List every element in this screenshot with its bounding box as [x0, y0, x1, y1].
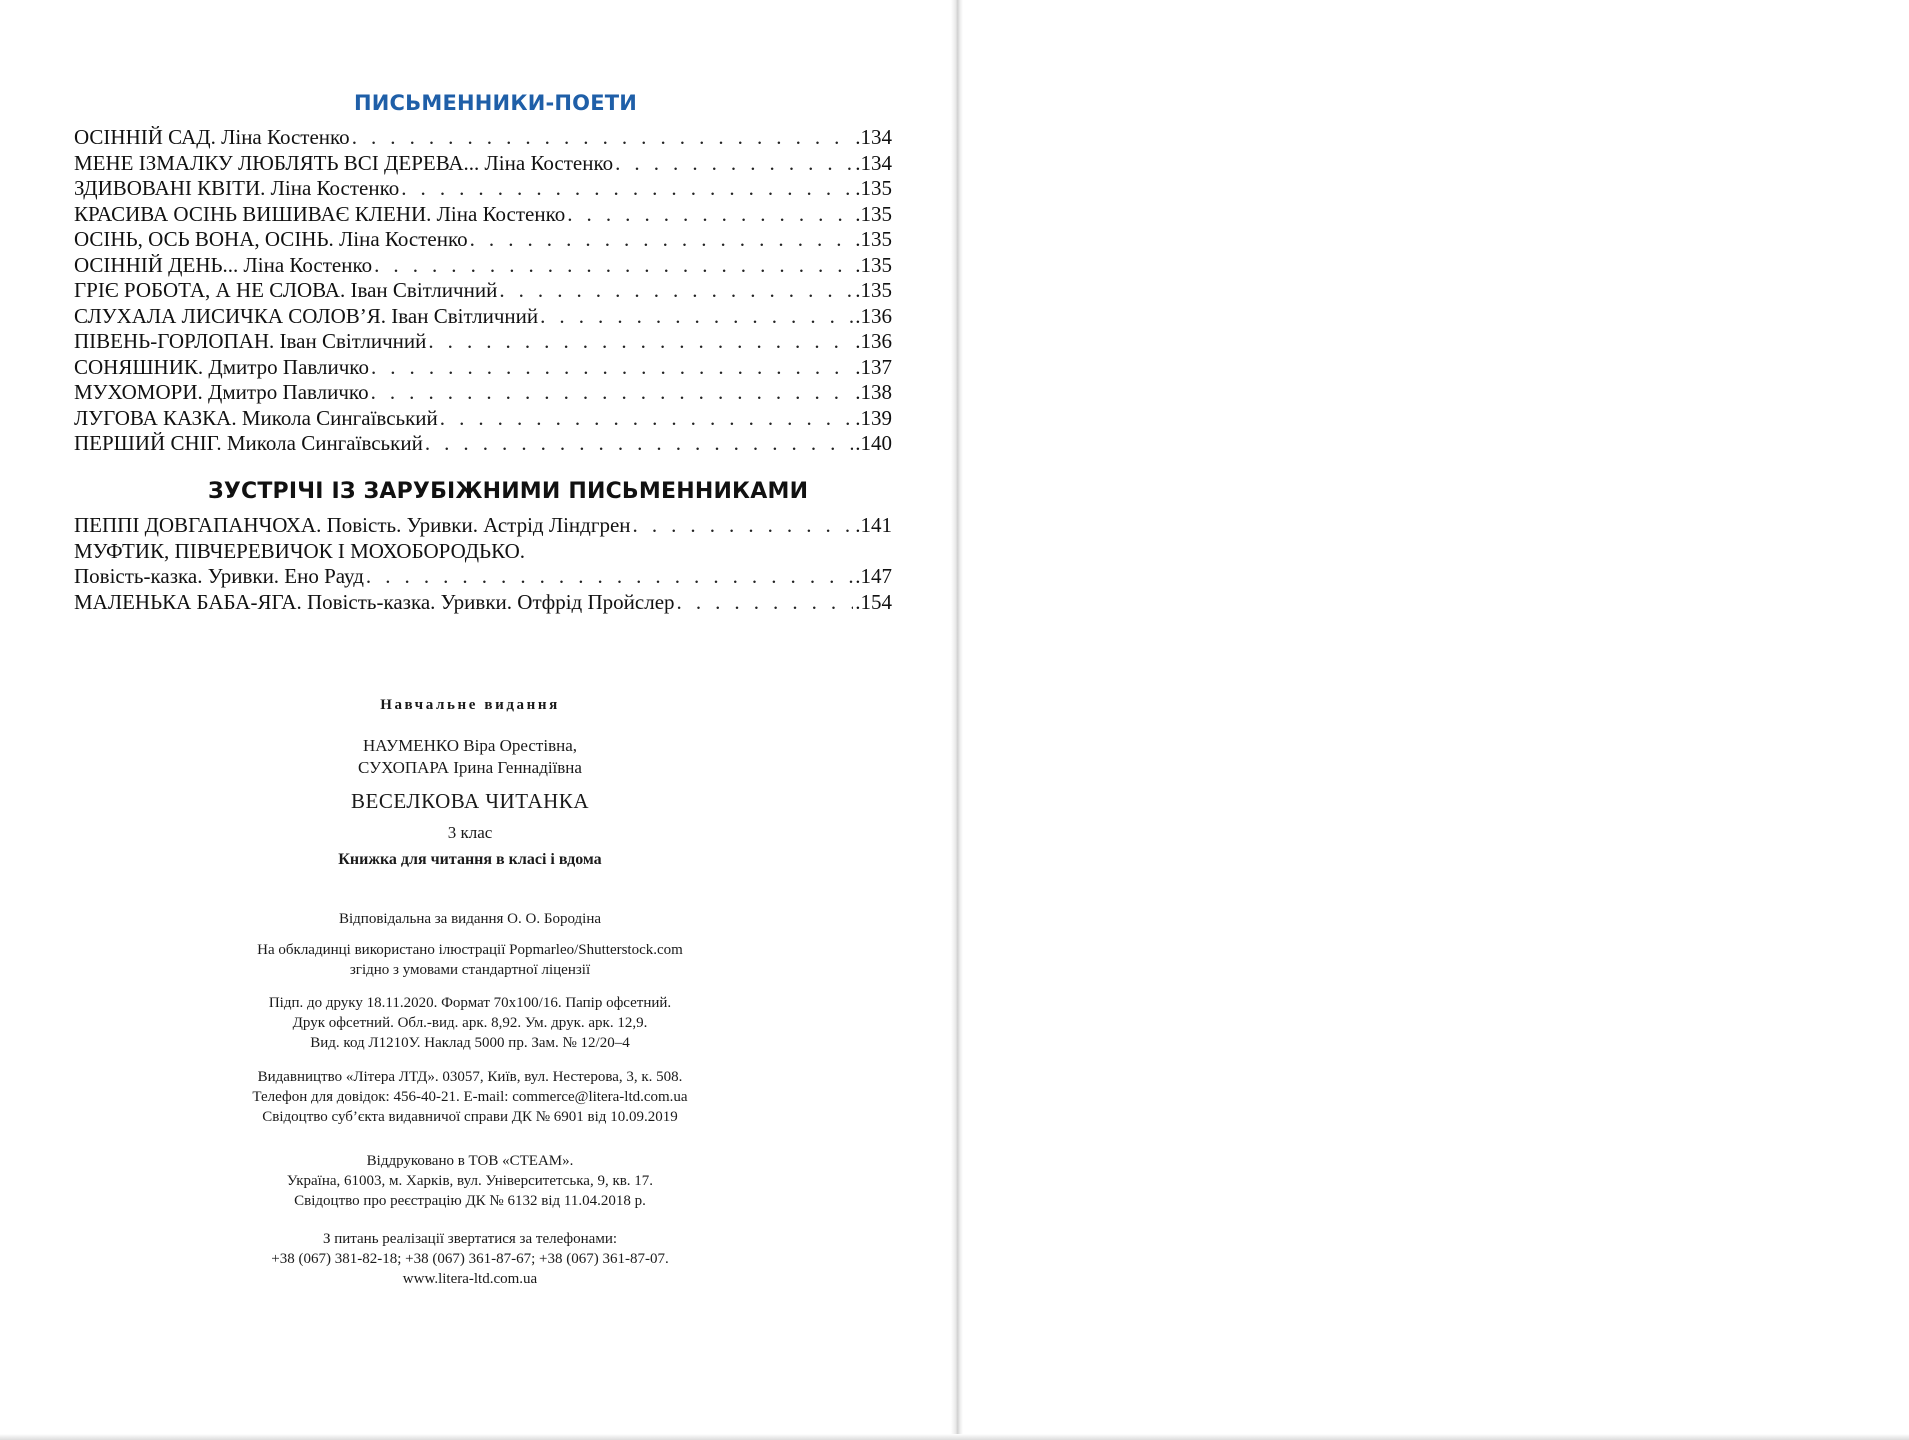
toc-entry	[74, 513, 892, 539]
toc-entry-title: МЕНЕ ІЗМАЛКУ ЛЮБЛЯТЬ ВСІ ДЕРЕВА... Ліна Костенко	[74, 150, 614, 175]
toc-leader-dots	[352, 125, 854, 151]
page-bottom-edge	[0, 1434, 1909, 1440]
toc-leader-dots	[540, 304, 853, 330]
imprint-book-title	[190, 789, 750, 814]
toc-entry	[74, 227, 892, 253]
print-detail-line: Підп. до друку 18.11.2020. Формат 70х100/16. Папір офсетний.	[268, 995, 672, 1011]
imprint-subtitle	[190, 851, 750, 869]
imprint-printing-house	[190, 1151, 750, 1211]
responsible-editor: Відповідальна за видання О. О. Бородіна	[338, 911, 602, 927]
toc-entry-page: .135	[855, 252, 892, 277]
section-heading-writers-poets: ПИСЬМЕННИКИ-ПОЕТИ	[354, 91, 638, 115]
toc-entry	[74, 406, 892, 432]
publisher-line: Свідоцтво суб’єкта видавничої справи ДК № 6901 від 10.09.2019	[262, 1109, 678, 1125]
toc-leader-dots	[374, 253, 853, 279]
toc-entry-page: .134	[855, 150, 892, 175]
toc-leader-dots	[633, 513, 854, 539]
toc-leader-dots	[440, 406, 853, 432]
sales-contact-line: З питань реалізації звертатися за телефонами:	[322, 1231, 618, 1247]
toc-leader-dots	[567, 202, 853, 228]
printing-house-line: Свідоцтво про реєстрацію ДК № 6132 від 11.04.2018 р.	[294, 1193, 646, 1209]
toc-entry-title: МАЛЕНЬКА БАБА-ЯГА. Повість-казка. Уривки. Отфрід Пройслер	[74, 589, 675, 614]
grade: 3 клас	[447, 823, 493, 842]
toc-leader-dots	[401, 176, 853, 202]
toc-entry-page: .136	[855, 303, 892, 328]
section-heading-foreign-writers: ЗУСТРІЧІ ІЗ ЗАРУБІЖНИМИ ПИСЬМЕННИКАМИ	[208, 479, 809, 504]
sales-contact-line: +38 (067) 381-82-18; +38 (067) 361-87-67; +38 (067) 361-87-07.	[271, 1251, 669, 1267]
toc-entry-page: .141	[855, 513, 892, 537]
toc-entry	[74, 431, 892, 457]
toc-entry-title: СОНЯШНИК. Дмитро Павличко	[74, 354, 369, 379]
toc-foreign-writers	[74, 513, 892, 615]
imprint-sales-contacts	[190, 1229, 750, 1289]
toc-leader-dots	[428, 329, 853, 355]
cover-credit-line: На обкладинці використано ілюстрації Popmarleo/Shutterstock.com	[257, 942, 683, 958]
toc-entry-page: .154	[855, 589, 892, 614]
toc-entry-page: .138	[855, 380, 892, 404]
toc-entry	[74, 355, 892, 381]
toc-entry-title: ОСІННІЙ ДЕНЬ... Ліна Костенко	[74, 252, 373, 277]
toc-entry-title: ПЕППІ ДОВГАПАНЧОХА. Повість. Уривки. Астрід Ліндгрен	[74, 513, 631, 537]
toc-leader-dots	[615, 151, 853, 177]
print-detail-line: Вид. код Л1210У. Наклад 5000 пр. Зам. № 12/20–4	[310, 1035, 630, 1051]
toc-entry	[74, 329, 892, 355]
toc-entry	[74, 380, 892, 406]
toc-entry	[74, 176, 892, 202]
printing-house-line: Україна, 61003, м. Харків, вул. Університетська, 9, кв. 17.	[286, 1173, 654, 1189]
toc-entry-title: МУФТИК, ПІВЧЕРЕВИЧОК І МОХОБОРОДЬКО.	[74, 538, 526, 563]
imprint-responsible	[190, 909, 750, 929]
toc-entry	[74, 202, 892, 228]
toc-entry-page: .136	[855, 329, 892, 353]
toc-entry-title: ЛУГОВА КАЗКА. Микола Сингаївський	[74, 405, 438, 430]
imprint-cover-credits	[190, 940, 750, 980]
toc-entry-page: .135	[855, 201, 892, 226]
toc-entry	[74, 590, 892, 616]
publisher-line: Телефон для довідок: 456-40-21. E-mail: commerce@litera-ltd.com.ua	[252, 1089, 688, 1105]
toc-entry	[74, 539, 892, 565]
cover-credit-line: згідно з умовами стандартної ліцензії	[349, 962, 591, 978]
imprint-edition-type	[190, 697, 750, 714]
toc-entry	[74, 151, 892, 177]
toc-entry	[74, 278, 892, 304]
toc-entry-page: .137	[855, 354, 892, 379]
toc-entry-title: МУХОМОРИ. Дмитро Павличко	[74, 380, 369, 404]
toc-entry-title: ОСІННІЙ САД. Ліна Костенко	[74, 125, 350, 149]
book-gutter	[951, 0, 963, 1440]
toc-entry-page: .140	[855, 431, 892, 455]
toc-leader-dots	[499, 278, 853, 304]
author-name: СУХОПАРА Ірина Геннадіївна	[358, 758, 582, 777]
toc-entry-page: .147	[855, 564, 892, 588]
toc-entry	[74, 253, 892, 279]
imprint-print-details	[190, 993, 750, 1053]
toc-entry-title: ЗДИВОВАНІ КВІТИ. Ліна Костенко	[74, 176, 400, 200]
toc-entry-page: .135	[855, 176, 892, 200]
toc-entry-title: ПЕРШИЙ СНІГ. Микола Сингаївський	[74, 431, 423, 455]
toc-leader-dots	[425, 431, 853, 457]
imprint-authors	[190, 735, 750, 779]
toc-leader-dots	[470, 227, 854, 253]
toc-entry-title: СЛУХАЛА ЛИСИЧКА СОЛОВ’Я. Іван Світличний	[74, 303, 539, 328]
toc-entry-page: .134	[855, 125, 892, 149]
toc-leader-dots	[677, 590, 854, 616]
publisher-line: Видавництво «Літера ЛТД». 03057, Київ, вул. Нестерова, 3, к. 508.	[257, 1069, 683, 1085]
toc-entry-page: .135	[855, 278, 892, 302]
toc-entry-title: ОСІНЬ, ОСЬ ВОНА, ОСІНЬ. Ліна Костенко	[74, 227, 468, 251]
toc-entry-page: .135	[855, 227, 892, 251]
toc-writers-poets	[74, 125, 892, 457]
toc-leader-dots	[366, 564, 853, 590]
imprint-grade	[190, 823, 750, 843]
right-page-blank	[963, 0, 1909, 1440]
toc-entry-title: КРАСИВА ОСІНЬ ВИШИВАЄ КЛЕНИ. Ліна Костенко	[74, 201, 566, 226]
toc-entry	[74, 125, 892, 151]
left-page	[0, 0, 951, 1440]
toc-entry	[74, 564, 892, 590]
book-title: ВЕСЕЛКОВА ЧИТАНКА	[351, 789, 589, 813]
toc-entry-title: ГРІЄ РОБОТА, А НЕ СЛОВА. Іван Світличний	[74, 278, 498, 302]
toc-leader-dots	[371, 355, 853, 381]
sales-contact-line: www.litera-ltd.com.ua	[402, 1271, 538, 1287]
toc-entry-title: ПІВЕНЬ-ГОРЛОПАН. Іван Світличний	[74, 329, 427, 353]
edition-type: Навчальне видання	[380, 697, 560, 713]
imprint-publisher	[190, 1067, 750, 1127]
toc-entry	[74, 304, 892, 330]
toc-leader-dots	[371, 380, 854, 406]
printing-house-line: Віддруковано в ТОВ «СТЕАМ».	[366, 1153, 574, 1169]
book-subtitle: Книжка для читання в класі і вдома	[338, 851, 602, 868]
print-detail-line: Друк офсетний. Обл.-вид. арк. 8,92. Ум. друк. арк. 12,9.	[292, 1015, 648, 1031]
author-name: НАУМЕНКО Віра Орестівна,	[362, 736, 578, 755]
toc-entry-page: .139	[855, 405, 892, 430]
toc-entry-title: Повість-казка. Уривки. Ено Рауд	[74, 564, 364, 588]
